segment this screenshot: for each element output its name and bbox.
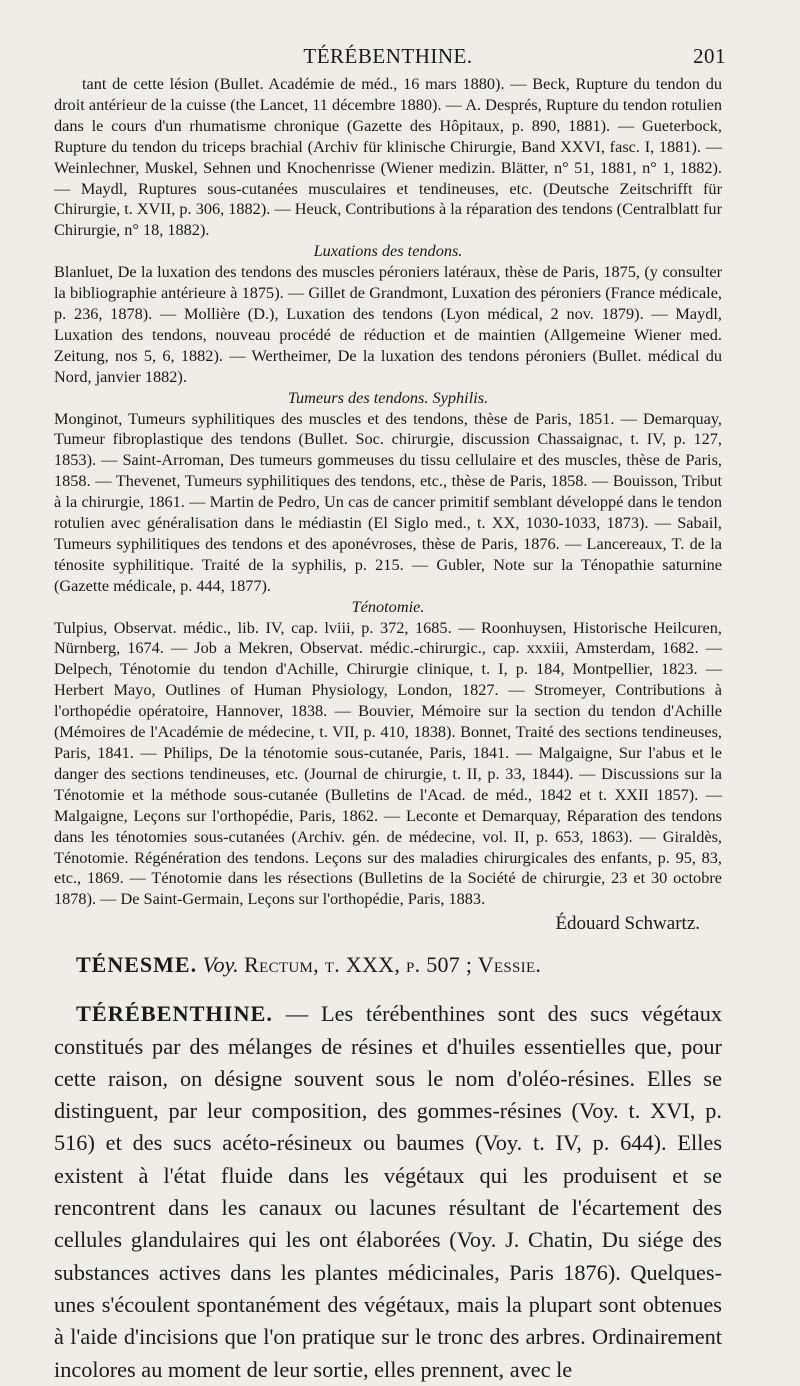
- tenesme-lemma: TÉNESME.: [76, 952, 198, 978]
- author-signature: Édouard Schwartz.: [555, 913, 700, 935]
- tumeurs-bibliography: Monginot, Tumeurs syphilitiques des muscles et des tendons, thèse de Paris, 1851. — Demarquay, Tumeur fibroplastique des tendons (Bullet. Soc. chirurgie, discussion Chassaignac, t. IV, p. 127, 1853). — Saint-Arroman, Des tumeurs gommeuses du tissu cellulaire et des muscles, thèse de Paris, 1858. — Thevenet, Tumeurs syphilitiques des tendons, etc., thèse de Paris, 1858. — Bouisson, Tribut à la chirurgie, 1861. — Martin de Pedro, Un cas de cancer primitif semblant développé dans le tendon rotulien avec généralisation dans le médiastin (El Siglo med., t. XX, 1030-1033, 1873). — Sabail, Tumeurs syphilitiques des tendons et des aponévroses, thèse de Paris, 1876. — Lancereaux, T. de la ténosite syphilitique. Traité de la syphilis, p. 215. — Gubler, Note sur la Ténopathie saturnine (Gazette médicale, p. 444, 1877).: [54, 408, 722, 595]
- running-head: [54, 40, 726, 74]
- tenesme-reference: Rectum, t. XXX, p. 507 ; Vessie.: [244, 952, 542, 978]
- luxations-heading: Luxations des tendons.: [313, 241, 463, 261]
- terebenthine-text: — Les térébenthines sont des sucs végétaux constitués par des mélanges de résines et d'huiles essentielles que, pour cette raison, on désigne souvent sous le nom d'oléo-résines. Elles se distinguent, par leur composition, des gommes-résines (Voy. t. XVI, p. 516) et des sucs acéto-résineux ou baumes (Voy. t. IV, p. 644). Elles existent à l'état fluide dans les végétaux qui les produisent et se rencontrent dans les canaux ou lacunes résultant de l'écartement des cellules glandulaires qui les ont élaborées (Voy. J. Chatin, Du siége des substances actives dans les plantes médicinales, Paris 1876). Quelques-unes s'écoulent spontanément des végétaux, mais la plupart sont obtenues à l'aide d'incisions que l'on pratique sur le tronc des arbres. Ordinairement incolores au moment de leur sortie, elles prennent, avec le: [54, 1001, 722, 1382]
- rupture-bibliography: tant de cette lésion (Bullet. Académie de méd., 16 mars 1880). — Beck, Rupture du tendon du droit antérieur de la cuisse (the Lancet, 11 décembre 1880). — A. Després, Rupture du tendon rotulien dans le cours d'un rhumatisme chronique (Gazette des Hôpitaux, p. 890, 1881). — Gueterbock, Rupture du tendon du triceps brachial (Archiv für klinische Chirurgie, Band XXVI, fasc. I, 1881). — Weinlechner, Muskel, Sehnen und Knochenrisse (Wiener medizin. Blätter, n° 51, 1881, n° 1, 1882). — Maydl, Ruptures sous-cutanées musculaires et tendineuses, etc. (Deutsche Zeitschrifft für Chirurgie, t. XVII, p. 306, 1882). — Heuck, Contributions à la réparation des tendons (Centralblatt fur Chirurgie, n° 18, 1882).: [54, 74, 722, 240]
- page-number: 201: [693, 44, 726, 68]
- terebenthine-article: [54, 998, 722, 1386]
- terebenthine-lemma: TÉRÉBENTHINE.: [76, 1001, 274, 1027]
- terebenthine-paragraph: [54, 998, 722, 1386]
- tenesme-voy: Voy.: [202, 952, 239, 978]
- tenesme-entry: [76, 950, 722, 980]
- bibliography: [54, 74, 722, 910]
- tenotomie-bibliography: Tulpius, Observat. médic., lib. IV, cap. lviii, p. 372, 1685. — Roonhuysen, Historische Heilcuren, Nürnberg, 1674. — Job a Mekren, Observat. médic.-chirurgic., cap. xxxiii, Amsterdam, 1682. — Delpech, Ténotomie du tendon d'Achille, Chirurgie clinique, t. I, p. 184, Montpellier, 1823. — Herbert Mayo, Outlines of Human Physiology, London, 1827. — Stromeyer, Contributions à l'orthopédie opératoire, Hannover, 1838. — Bouvier, Mémoire sur la section du tendon d'Achille (Mémoires de l'Académie de médecine, t. VII, p. 410, 1838). Bonnet, Traité des sections tendineuses, Paris, 1841. — Philips, De la ténotomie sous-cutanée, Paris, 1841. — Malgaigne, Sur l'abus et le danger des sections tendineuses, etc. (Journal de chirurgie, t. II, p. 33, 1844). — Discussions sur la Ténotomie et la méthode sous-cutanée (Bulletins de l'Acad. de méd., 1842 et t. XXII 1857). — Malgaigne, Leçons sur l'orthopédie, Paris, 1862. — Leconte et Demarquay, Réparation des tendons dans les ténotomies sous-cutanées (Archiv. gén. de médecine, vol. II, p. 653, 1863). — Giraldès, Ténotomie. Régénération des tendons. Leçons sur des maladies chirurgicales des enfants, p. 95, 83, etc., 1869. — Ténotomie dans les résections (Bulletins de la Société de chirurgie, 23 et 30 octobre 1878). — De Saint-Germain, Leçons sur l'orthopédie, Paris, 1883.: [54, 617, 722, 909]
- running-title: TÉRÉBENTHINE.: [303, 44, 473, 68]
- tumeurs-heading: Tumeurs des tendons. Syphilis.: [287, 387, 489, 407]
- luxations-bibliography: Blanluet, De la luxation des tendons des muscles péroniers latéraux, thèse de Paris, 1875, (y consulter la bibliographie antérieure à 1875). — Gillet de Grandmont, Luxation des péroniers (France médicale, p. 236, 1878). — Mollière (D.), Luxation des tendons (Lyon médical, 2 nov. 1879). — Maydl, Luxation des tendons, nouveau procédé de réduction et de maintien (Allgemeine Wiener med. Zeitung, nos 5, 6, 1882). — Wertheimer, De la luxation des tendons péroniers (Bullet. médical du Nord, janvier 1882).: [54, 262, 722, 386]
- tenotomie-heading: Ténotomie.: [351, 596, 425, 616]
